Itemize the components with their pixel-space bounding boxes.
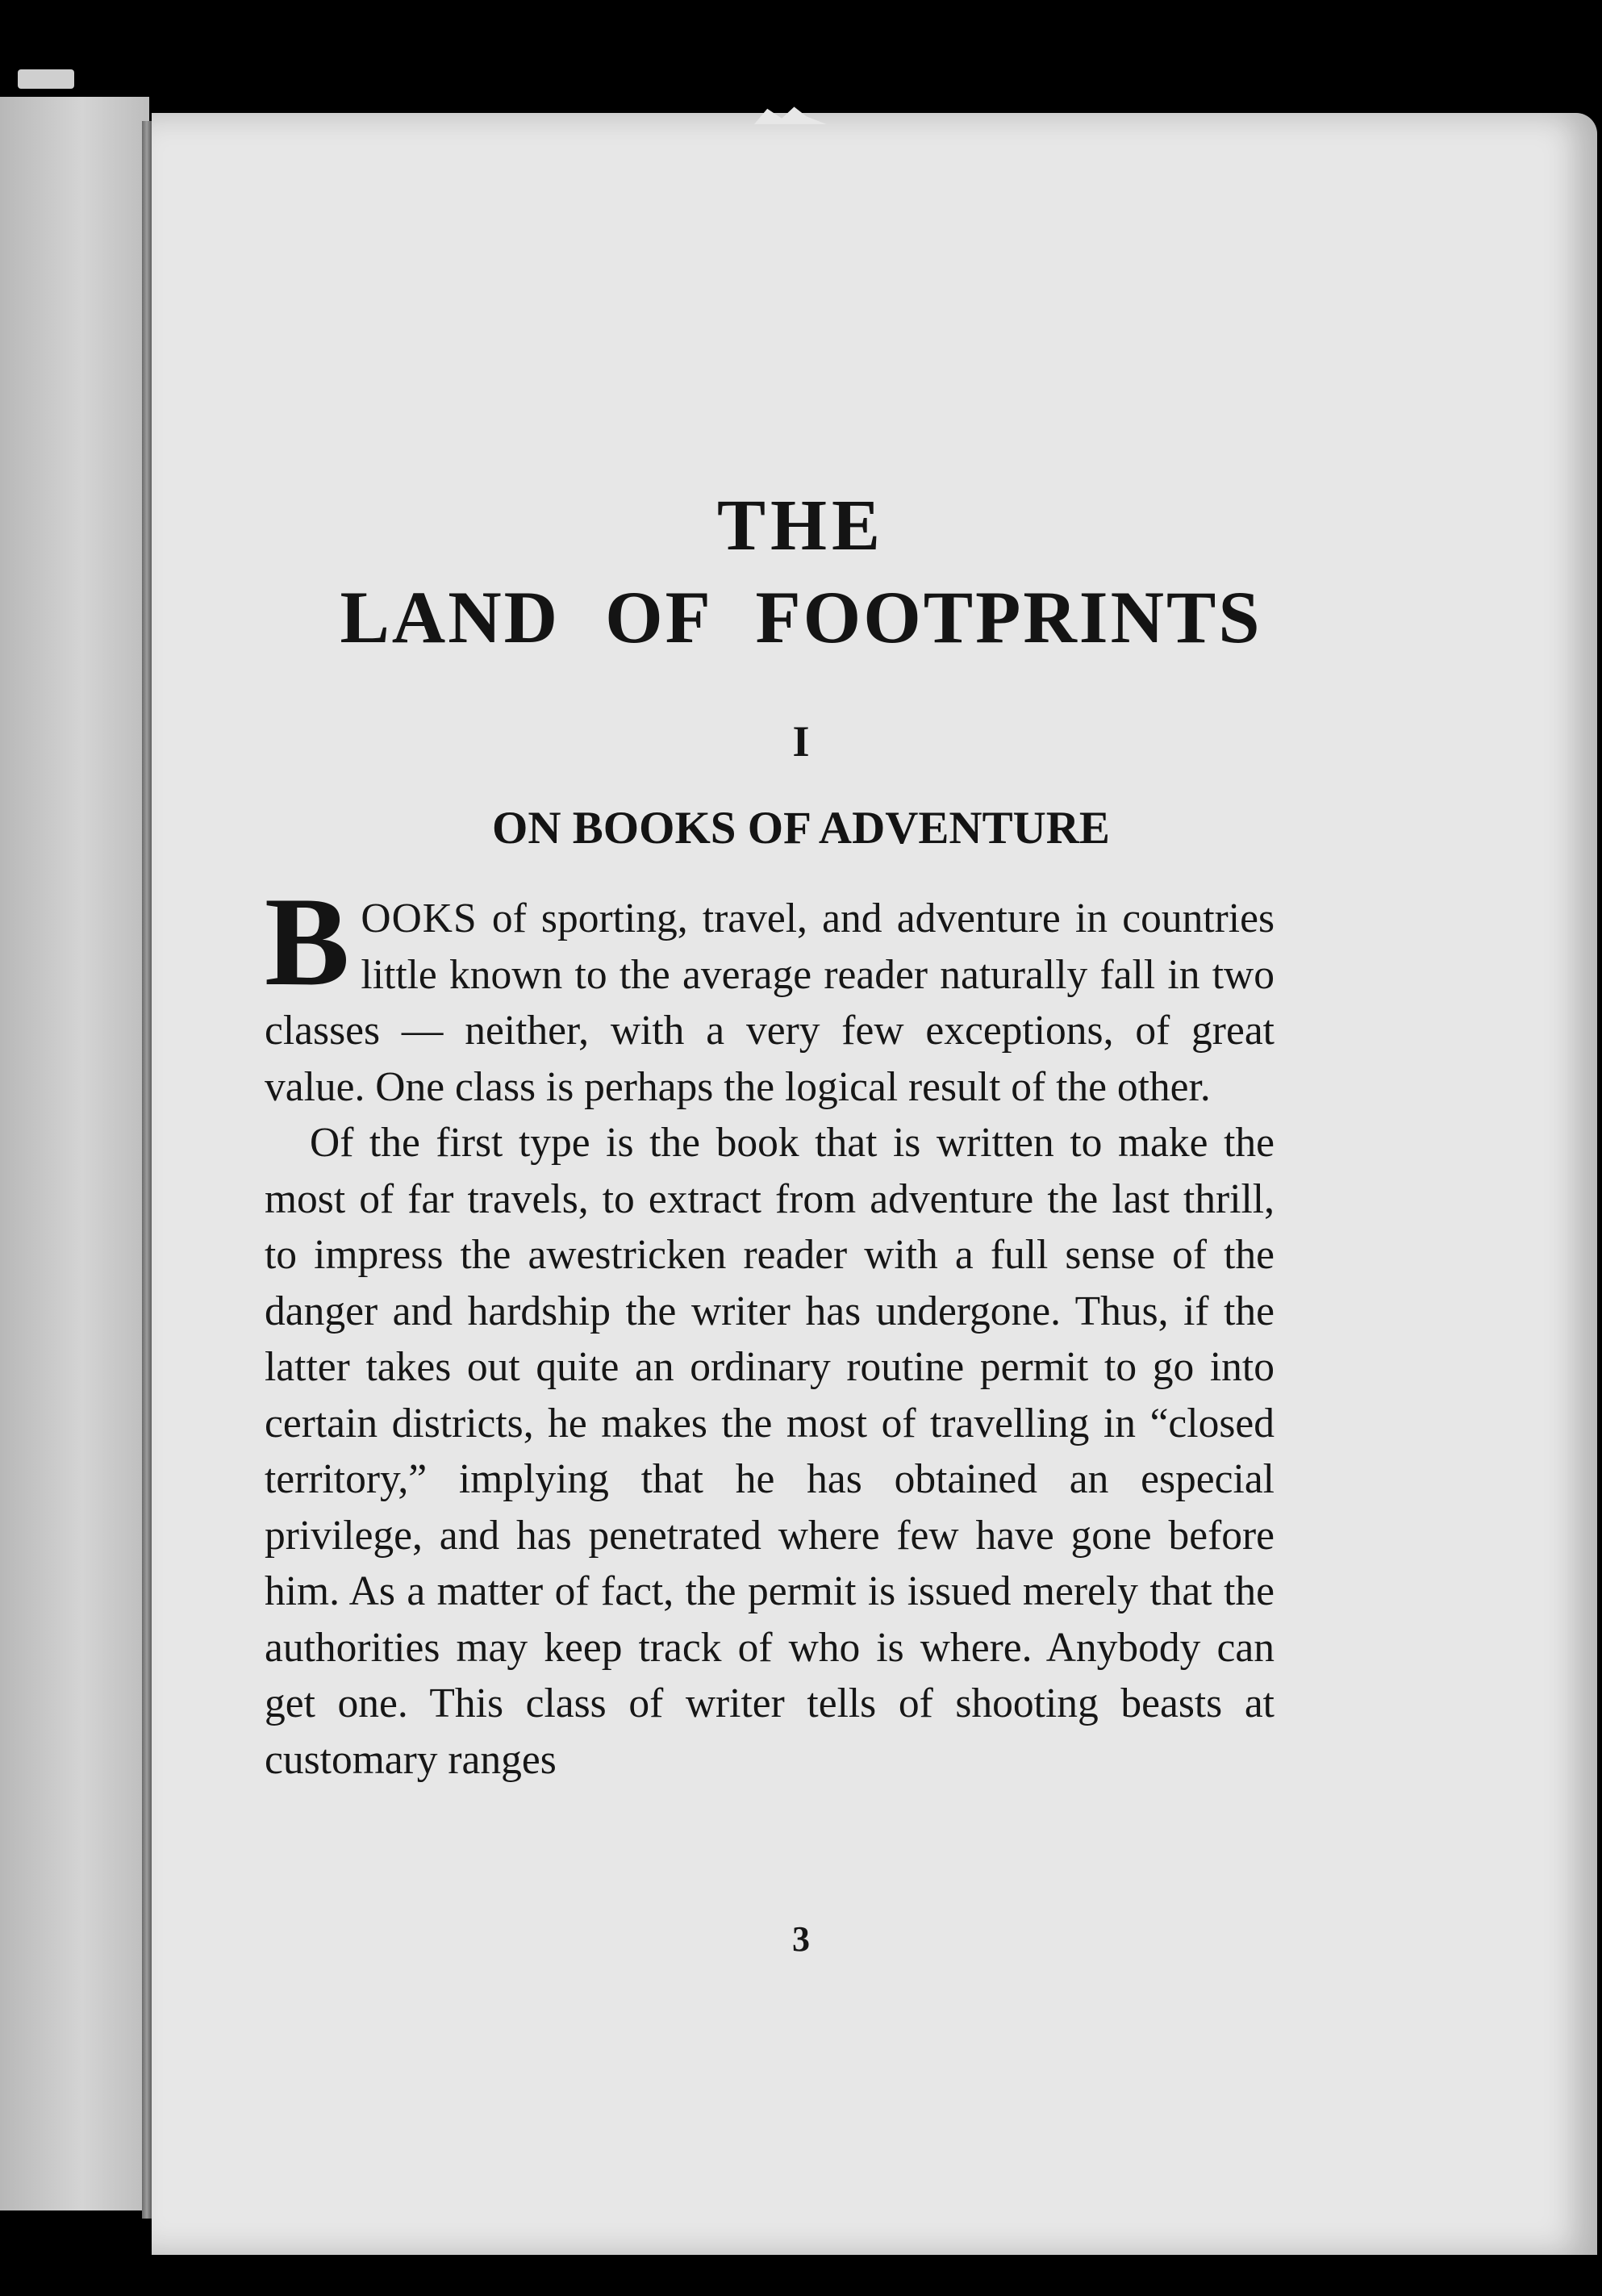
chapter-title: ON BOOKS OF ADVENTURE: [492, 803, 1110, 854]
scan-corner-mark: [18, 69, 74, 89]
paragraph-2: Of the first type is the book that is written to make the most of far travels, to extract from adventure the last thrill, to impress the awestricken reader with a full sense of the danger and hardship the writer has undergone. Thus, if the latter takes out quite an ordinary routine permit to go into certain districts, he makes the most of travelling in “closed territory,” implying that he has obtained an especial privilege, and has penetrated where few have gone before him. As a matter of fact, the permit is issued merely that the authorities may keep track of who is where. Anybody can get one. This class of writer tells of shooting beasts at customary ranges: [265, 1120, 1275, 1783]
opening-word: OOKS: [361, 895, 478, 941]
drop-cap: B: [265, 871, 350, 1012]
facing-page-edge: [0, 97, 149, 2210]
book-title: LAND OF FOOTPRINTS: [340, 576, 1262, 658]
page-number: 3: [792, 1919, 810, 1959]
chapter-number: I: [792, 717, 810, 766]
chapter-body: [265, 871, 1275, 1788]
paragraph-1: [265, 871, 1275, 1115]
paragraph-1-text: of sporting, travel, and adventure in countries little known to the average reader naturally fall in two classes — neither, with a very few exceptions, of great value. One class is perhaps the logical result of the other.: [265, 895, 1275, 1110]
book-title-the: THE: [716, 486, 886, 566]
book-gutter: [142, 121, 152, 2219]
